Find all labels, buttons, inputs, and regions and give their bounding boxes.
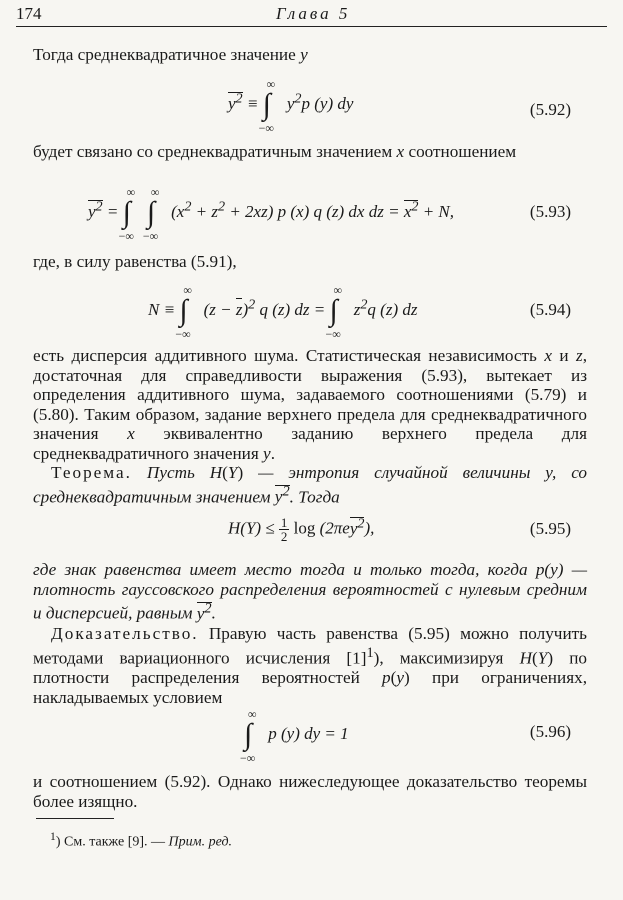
paragraph-1: Тогда среднеквадратичное значение y <box>33 45 308 64</box>
equation-number: (5.93) <box>529 202 571 221</box>
equation-5-92: $y^2$ ≡ ∞ ∫ −∞ $y^2p$ (y) dy (5.92) <box>228 77 571 135</box>
footnote: $^1$) См. также [9]. — Прим. ред. <box>50 830 233 850</box>
paragraph-3: где, в силу равенства (5.91), <box>33 252 237 271</box>
page-number: 174 <box>16 4 42 23</box>
proof-label: Доказательство. <box>51 624 199 643</box>
chapter-title: Глава 5 <box>276 4 351 23</box>
footnote-rule <box>36 818 114 819</box>
theorem: Теорема. Пусть H(Y) — энтропия случайной величины y, со среднеквадратичным значением $y^2$. Тогда <box>33 463 587 507</box>
equation-5-96: ∞ ∫ −∞ p (y) dy = 1 (5.96) <box>240 707 571 765</box>
equation-5-94: N ≡ ∞ ∫ −∞ $(z - z)^2$ q (z) dz = ∞ ∫ −∞ $z^2q$ (z) dz (5.94) <box>148 283 571 341</box>
equation-5-95: H(Y) ≤ $\frac{1}{2}$ log (2πey$^2$), (5.95) <box>228 515 571 545</box>
page-header <box>16 4 607 26</box>
equation-number: (5.96) <box>529 722 571 741</box>
equation-5-93: $y^2$ = ∞ ∫ −∞ ∞ ∫ −∞ $(x^2 + z^2 + 2xz)$ p (x) q (z) dx dz = $x^2 + N$, (5.93) <box>88 185 571 243</box>
theorem-label: Теорема. <box>51 463 132 482</box>
theorem-continuation: где знак равенства имеет место тогда и только тогда, когда p(y) — плотность гауссовского распределения вероятностей с нулевым средним и дисперсией, равным $y^2$. <box>33 560 587 623</box>
equation-number: (5.95) <box>529 519 571 538</box>
proof: Доказательство. Правую часть равенства (5.95) можно получить методами вариационного исчисления $[1]^1$), максимизируя H(Y) по плотности распределения вероятностей p(y) при ограничениях, накладываемых условием <box>33 624 587 707</box>
paragraph-5: и соотношением (5.92). Однако нижеследующее доказательство теоремы более изящно. <box>33 772 587 811</box>
paragraph-2: будет связано со среднеквадратичным значением x соотношением <box>33 142 517 161</box>
paragraph-4: есть дисперсия аддитивного шума. Статистическая независимость x и z, достаточная для справедливости выражения (5.93), вытекает из определения аддитивного шума, задаваемого соотношениями (5.79) и (5.80). Таким образом, задание верхнего предела для среднеквадратичного значения x эквивалентно заданию верхнего предела для среднеквадратичного значения y. <box>33 346 588 463</box>
equation-number: (5.92) <box>529 100 571 119</box>
equation-number: (5.94) <box>529 300 571 319</box>
header-rule <box>16 26 607 27</box>
